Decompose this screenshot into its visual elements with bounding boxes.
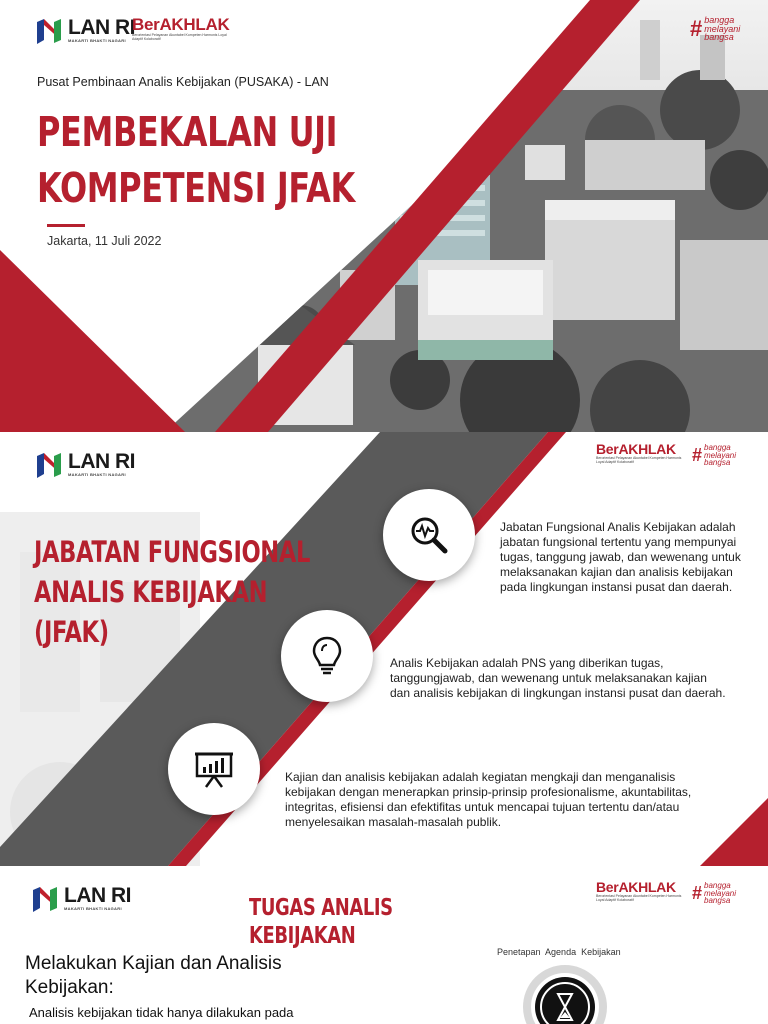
lan-ri-tagline: MAKARTI BHAKTI NAGARI (68, 472, 126, 477)
bangga-word-2: melayani (704, 450, 737, 460)
campus-photo (0, 0, 768, 432)
berakhlak-title: BerAKHLAK (132, 15, 230, 34)
cycle-label: Penetapan Agenda Kebijakan (497, 947, 621, 957)
definition-jfak: Jabatan Fungsional Analis Kebijakan adalah jabatan fungsional tertentu yang mempunyai tugas, tanggung jawab, dan wewenang untuk melaksanakan kajian dan analisis kebijakan pada lingkungan instansi pusat dan daerah. (500, 520, 741, 594)
page-title (37, 104, 365, 216)
bangga-word-2: melayani (704, 23, 741, 34)
lightbulb-icon (281, 610, 373, 702)
berakhlak-logo (596, 880, 686, 902)
lan-ri-tagline: MAKARTI BHAKTI NAGARI (68, 38, 126, 43)
bangga-word-1: bangga (704, 443, 731, 452)
organization-name: Pusat Pembinaan Analis Kebijakan (PUSAKA) - LAN (37, 75, 329, 89)
slide-tugas (0, 866, 768, 1024)
lan-ri-logo (34, 448, 135, 480)
title-line-1: PEMBEKALAN UJI (37, 108, 338, 156)
presentation-chart-icon (168, 723, 260, 815)
title-divider (47, 224, 85, 227)
slide-title (0, 0, 768, 432)
hashtag-icon: # (692, 445, 703, 466)
berakhlak-title: BerAKHLAK (596, 441, 676, 457)
bangga-word-3: bangsa (704, 896, 731, 906)
definition-analis-kebijakan: Analis Kebijakan adalah PNS yang diberikan tugas, tanggungjawab, dan wewenang untuk melaksanakan kajian dan analisis kebijakan di lingkungan instansi pusat dan daerah. (390, 656, 726, 700)
lan-ri-logo (30, 882, 131, 914)
bangga-word-1: bangga (704, 881, 731, 890)
berakhlak-logo (596, 442, 686, 464)
bangga-word-3: bangsa (704, 458, 731, 468)
bangga-melayani-bangsa-logo (692, 444, 736, 467)
bangga-word-3: bangsa (704, 32, 734, 43)
lan-ri-title: LAN RI (68, 16, 135, 39)
berakhlak-tagline: Berorientasi Pelayanan Akuntabel Kompeten Harmonis Loyal Adaptif Kolaboratif (596, 894, 682, 902)
berakhlak-tagline: Berorientasi Pelayanan Akuntabel Kompeten Harmonis Loyal Adaptif Kolaboratif (596, 456, 682, 464)
lan-ri-tagline: MAKARTI BHAKTI NAGARI (64, 906, 122, 911)
slide3-title: TUGAS ANALIS KEBIJAKAN (249, 895, 393, 949)
lan-ri-title: LAN RI (68, 450, 135, 473)
hashtag-icon: # (690, 15, 703, 41)
hashtag-icon: # (692, 883, 703, 904)
bangga-word-2: melayani (704, 888, 737, 898)
bangga-word-1: bangga (704, 15, 735, 25)
slide-jfak (0, 432, 768, 866)
bangga-melayani-bangsa-logo (690, 16, 740, 42)
section-title-line-1: JABATAN FUNGSIONAL (34, 535, 310, 569)
lan-ri-title: LAN RI (64, 884, 131, 907)
lan-n-icon (34, 448, 64, 480)
berakhlak-logo (132, 16, 232, 41)
hourglass-cycle-icon (490, 962, 640, 1024)
task-body: Analisis kebijakan tidak hanya dilakukan pada (29, 1005, 294, 1020)
lan-ri-logo (34, 14, 135, 46)
title-line-2: KOMPETENSI JFAK (37, 164, 355, 212)
date-location: Jakarta, 11 Juli 2022 (47, 234, 162, 248)
task-heading: Melakukan Kajian dan Analisis Kebijakan: (25, 953, 282, 998)
lan-n-icon (34, 14, 64, 46)
section-title-line-2: ANALIS KEBIJAKAN (JFAK) (34, 575, 268, 649)
bangga-melayani-bangsa-logo (692, 882, 736, 905)
definition-kajian: Kajian dan analisis kebijakan adalah kegiatan mengkaji dan menganalisis kebijakan dengan menerapkan prinsip-prinsip profesionalisme, akuntabilitas, integritas, efisiensi dan efektifitas untuk mencapai tujuan tertentu dan/atau menyelesaikan masalah-masalah publik. (285, 770, 692, 829)
lan-n-icon (30, 882, 60, 914)
berakhlak-title: BerAKHLAK (596, 879, 676, 895)
magnifier-pulse-icon (383, 489, 475, 581)
berakhlak-tagline: Berorientasi Pelayanan Akuntabel Kompeten Harmonis Loyal Adaptif Kolaboratif (132, 33, 227, 41)
